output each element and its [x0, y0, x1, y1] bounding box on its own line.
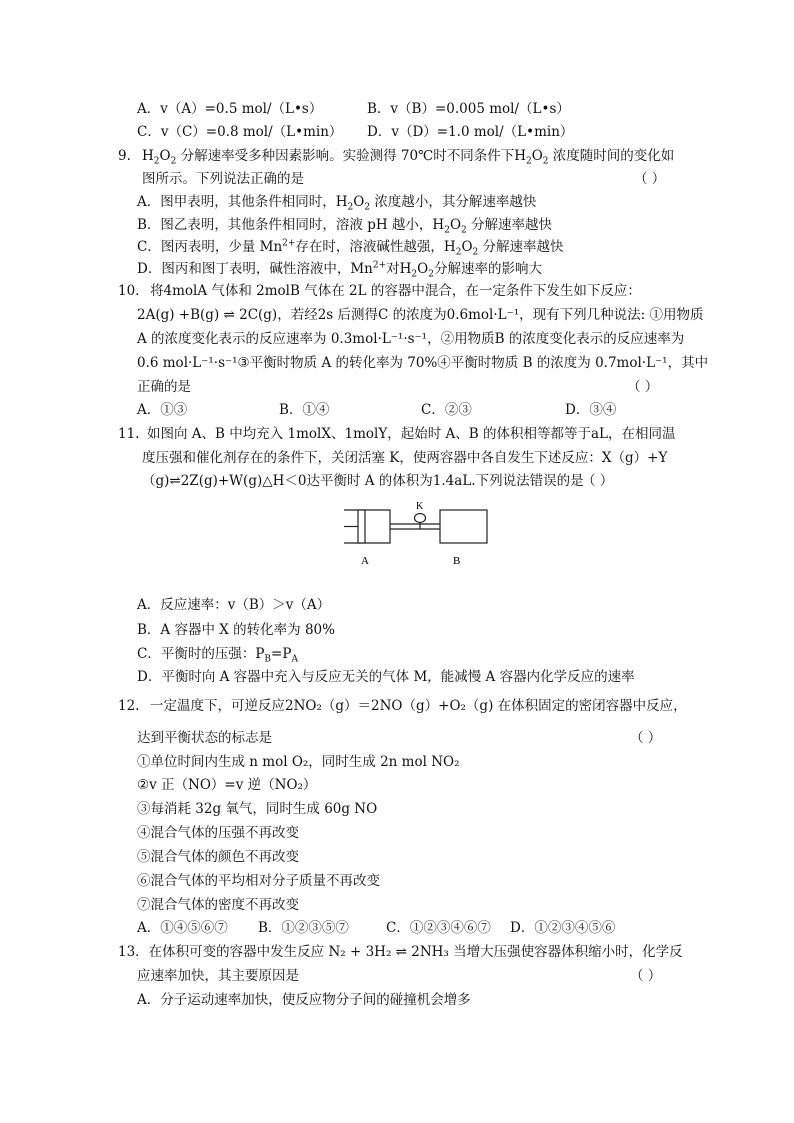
q10-option-d: D．③④	[565, 402, 617, 418]
q10-answer-blank: （ ）	[627, 379, 659, 395]
valve-k-label: K	[416, 501, 424, 512]
q11-option-c: C．平衡时的压强：$P_B=P_A$	[137, 646, 298, 665]
q9-stem-line2: 图所示。下列说法正确的是	[142, 171, 304, 187]
q11-option-d: D．平衡时向 A 容器中充入与反应无关的气体 M，能减慢 A 容器内化学反应的速率	[137, 669, 635, 685]
q12-option-d: D．①②③④⑤⑥	[510, 920, 616, 936]
q8-option-d: D．v（D）=1.0 mol/（L•min）	[367, 124, 574, 140]
q8-option-b: B．v（B）=0.005 mol/（L•s）	[367, 101, 570, 117]
apparatus-diagram	[342, 498, 492, 570]
q11-stem-line2: 度压强和催化剂存在的条件下，关闭活塞 K，使两容器中各自发生下述反应：X（g）+Y	[142, 450, 668, 466]
q12-item-2: ②v 正（NO）=v 逆（NO₂）	[137, 777, 317, 793]
q12-item-3: ③每消耗 32g 氧气，同时生成 60g NO	[137, 801, 378, 817]
q10-stem-line5: 正确的是	[137, 379, 191, 395]
container-b-label: B	[453, 555, 461, 567]
q12-option-b: B．①②③⑤⑦	[258, 920, 349, 936]
q9-option-b: B．图乙表明，其他条件相同时，溶液 pH 越小，$H_2O_2$ 分解速率越快	[137, 217, 553, 236]
q9-option-c: C．图丙表明，少量 $Mn^{2+}$存在时，溶液碱性越强，$H_2O_2$ 分解速率越快	[137, 238, 564, 258]
q12-number: 12.	[118, 698, 140, 714]
q11-option-b: B．A 容器中 X 的转化率为 80%	[137, 622, 335, 638]
q12-item-6: ⑥混合气体的平均相对分子质量不再改变	[137, 873, 380, 889]
q8-option-a: A．v（A）=0.5 mol/（L•s）	[137, 101, 323, 117]
q13-answer-blank: （ ）	[630, 968, 662, 984]
q10-option-c: C．②③	[421, 402, 472, 418]
q11-option-a: A．反应速率：v（B）＞v（A）	[137, 597, 331, 613]
q10-stem-line2: 2A(g) +B(g) ⇌ 2C(g)，若经2s 后测得C 的浓度为0.6mol·L⁻¹，现有下列几种说法: ①用物质	[137, 307, 704, 323]
q9-option-a: A．图甲表明，其他条件相同时，$H_2O_2$ 浓度越小，其分解速率越快	[137, 194, 537, 213]
q12-stem-line2: 达到平衡状态的标志是	[137, 730, 272, 746]
container-b-outline	[440, 510, 487, 543]
q10-stem-line4: 0.6 mol·L⁻¹·s⁻¹③平衡时物质 A 的转化率为 70%④平衡时物质 B 的浓度为 0.7mol·L⁻¹，其中	[137, 355, 709, 371]
q11-stem-line1: 如图向 A、B 中均充入 1molX、1molY，起始时 A、B 的体积相等都等于aL，在相同温	[147, 426, 676, 442]
q12-option-c: C．①②③④⑥⑦	[386, 920, 491, 936]
container-a-label: A	[361, 555, 369, 567]
q13-stem-line1: 13．在体积可变的容器中发生反应 N₂ + 3H₂ ⇌ 2NH₃ 当增大压强使容器体积缩小时，化学反	[118, 944, 683, 960]
q12-stem-line1: 一定温度下，可逆反应2NO₂（g）＝2NO（g）+O₂（g) 在体积固定的密闭容器中反应，	[150, 698, 687, 714]
q10-stem-line3: A 的浓度变化表示的反应速率为 0.3mol·L⁻¹·s⁻¹，②用物质B 的浓度变化表示的反应速率为	[137, 331, 685, 347]
q10-number: 10.	[118, 283, 140, 299]
q11-stem-line3: （g)⇌2Z(g)+W(g)△H＜0达平衡时 A 的体积为1.4aL.下列说法错误的是	[142, 473, 584, 489]
q9-answer-blank: （ ）	[634, 171, 666, 187]
q12-item-1: ①单位时间内生成 n mol O₂，同时生成 2n mol NO₂	[137, 754, 460, 770]
q11-number: 11.	[118, 426, 140, 442]
q10-stem-line1: 将4molA 气体和 2molB 气体在 2L 的容器中混合，在一定条件下发生如下反应：	[150, 283, 641, 299]
q12-item-5: ⑤混合气体的颜色不再改变	[137, 849, 299, 865]
q12-option-a: A．①④⑤⑥⑦	[137, 920, 228, 936]
q13-option-a: A．分子运动速率加快，使反应物分子间的碰撞机会增多	[137, 992, 471, 1008]
q12-item-4: ④混合气体的压强不再改变	[137, 825, 299, 841]
q10-option-a: A．①③	[137, 402, 188, 418]
q12-item-7: ⑦混合气体的密度不再改变	[137, 897, 299, 913]
q12-answer-blank: （ ）	[630, 730, 662, 746]
q8-option-c: C．v（C）=0.8 mol/（L•min）	[137, 124, 343, 140]
q9-option-d: D．图丙和图丁表明，碱性溶液中，$Mn^{2+}$对$H_2O_2$分解速率的影响大	[137, 260, 542, 280]
piston	[358, 510, 365, 543]
q13-stem-line2: 应速率加快，其主要原因是	[137, 968, 299, 984]
q9-number: 9.	[118, 148, 131, 164]
valve-k-icon	[415, 514, 426, 523]
q9-stem-line1: $H_2O_2$ 分解速率受多种因素影响。实验测得 70℃时不同条件下$H_2O_2$ 浓度随时间的变化如	[142, 148, 675, 167]
q10-option-b: B．①④	[279, 402, 330, 418]
q11-answer-blank: （ ）	[582, 473, 614, 489]
